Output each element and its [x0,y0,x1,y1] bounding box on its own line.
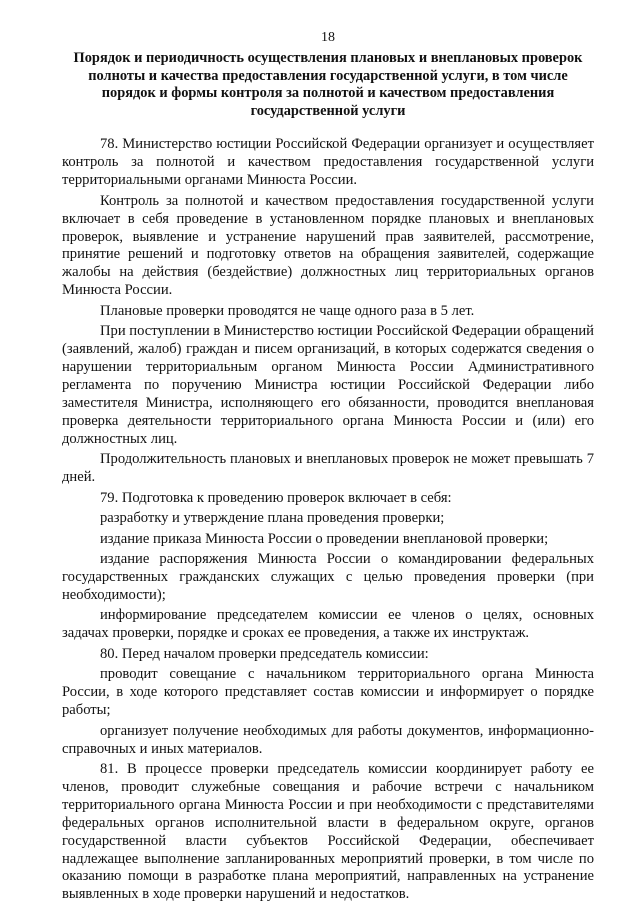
section-title: Порядок и периодичность осуществления плановых и внеплановых проверок полноты и качества предоставления государственной услуги, в том числе порядок и формы контроля за полнотой и качеством предоставления государственной услуги [73,50,583,119]
paragraph-unplanned-checks: При поступлении в Министерство юстиции Российской Федерации обращений (заявлений, жалоб) граждан и писем организаций, в которых содержатся сведения о нарушении территориальным органом Минюста России Административного регламента по поручению Министра юстиции Российской Федерации либо заместителя Министра, исполняющего его обязанности, проводится внеплановая проверка деятельности территориального органа Минюста России и (или) его должностных лиц. [62,323,594,447]
paragraph-78-intro: 78. Министерство юстиции Российской Федерации организует и осуществляет контроль за полнотой и качеством предоставления государственной услуги территориальными органами Минюста России. [62,136,594,189]
paragraph-80-before-check: 80. Перед началом проверки председатель комиссии: [100,645,429,662]
paragraph-duration: Продолжительность плановых и внеплановых проверок не может превышать 7 дней. [62,451,594,486]
list-item-meeting: проводит совещание с начальником территориального органа Минюста России, в ходе которого представляет состав комиссии и информирует о порядке работы; [62,666,594,719]
body-text [62,136,594,904]
list-item-directive: издание распоряжения Минюста России о командировании федеральных государственных гражданских служащих с целью проведения проверки (при необходимости); [62,551,594,603]
document-page [62,30,594,904]
paragraph-planned-frequency: Плановые проверки проводятся не чаще одного раза в 5 лет. [100,302,475,319]
page-number: 18 [321,30,335,45]
paragraph-control-scope: Контроль за полнотой и качеством предоставления государственной услуги включает в себя проведение в установленном порядке плановых и внеплановых проверок, выявление и устранение нарушений прав заявителей, рассмотрение, принятие решений и подготовку ответов на обращения заявителей, содержащие жалобы на действия (бездействие) должностных лиц территориальных органов Минюста России. [62,192,594,299]
paragraph-81-during-check: 81. В процессе проверки председатель комиссии координирует работу ее членов, проводит служебные совещания и рабочие встречи с начальником территориального органа Минюста России и при необходимости с представителями федеральных органов исполнительной власти в федеральном округе, органов государственной власти субъектов Российской Федерации, обеспечивает надлежащее выполнение запланированных мероприятий проверки, в том числе по оказанию помощи в разработке плана мероприятий, направленных на устранение выявленных в ходе проверки нарушений и недостатков. [62,761,594,903]
list-item-plan: разработку и утверждение плана проведения проверки; [100,510,445,527]
list-item-order: издание приказа Минюста России о проведении внеплановой проверки; [100,530,549,547]
list-item-briefing: информирование председателем комиссии ее членов о целях, основных задачах проверки, порядке и сроках ее проведения, а также их инструктаж. [62,607,594,642]
list-item-documents: организует получение необходимых для работы документов, информационно-справочных и иных материалов. [62,722,594,757]
paragraph-79-preparation: 79. Подготовка к проведению проверок включает в себя: [100,489,452,506]
